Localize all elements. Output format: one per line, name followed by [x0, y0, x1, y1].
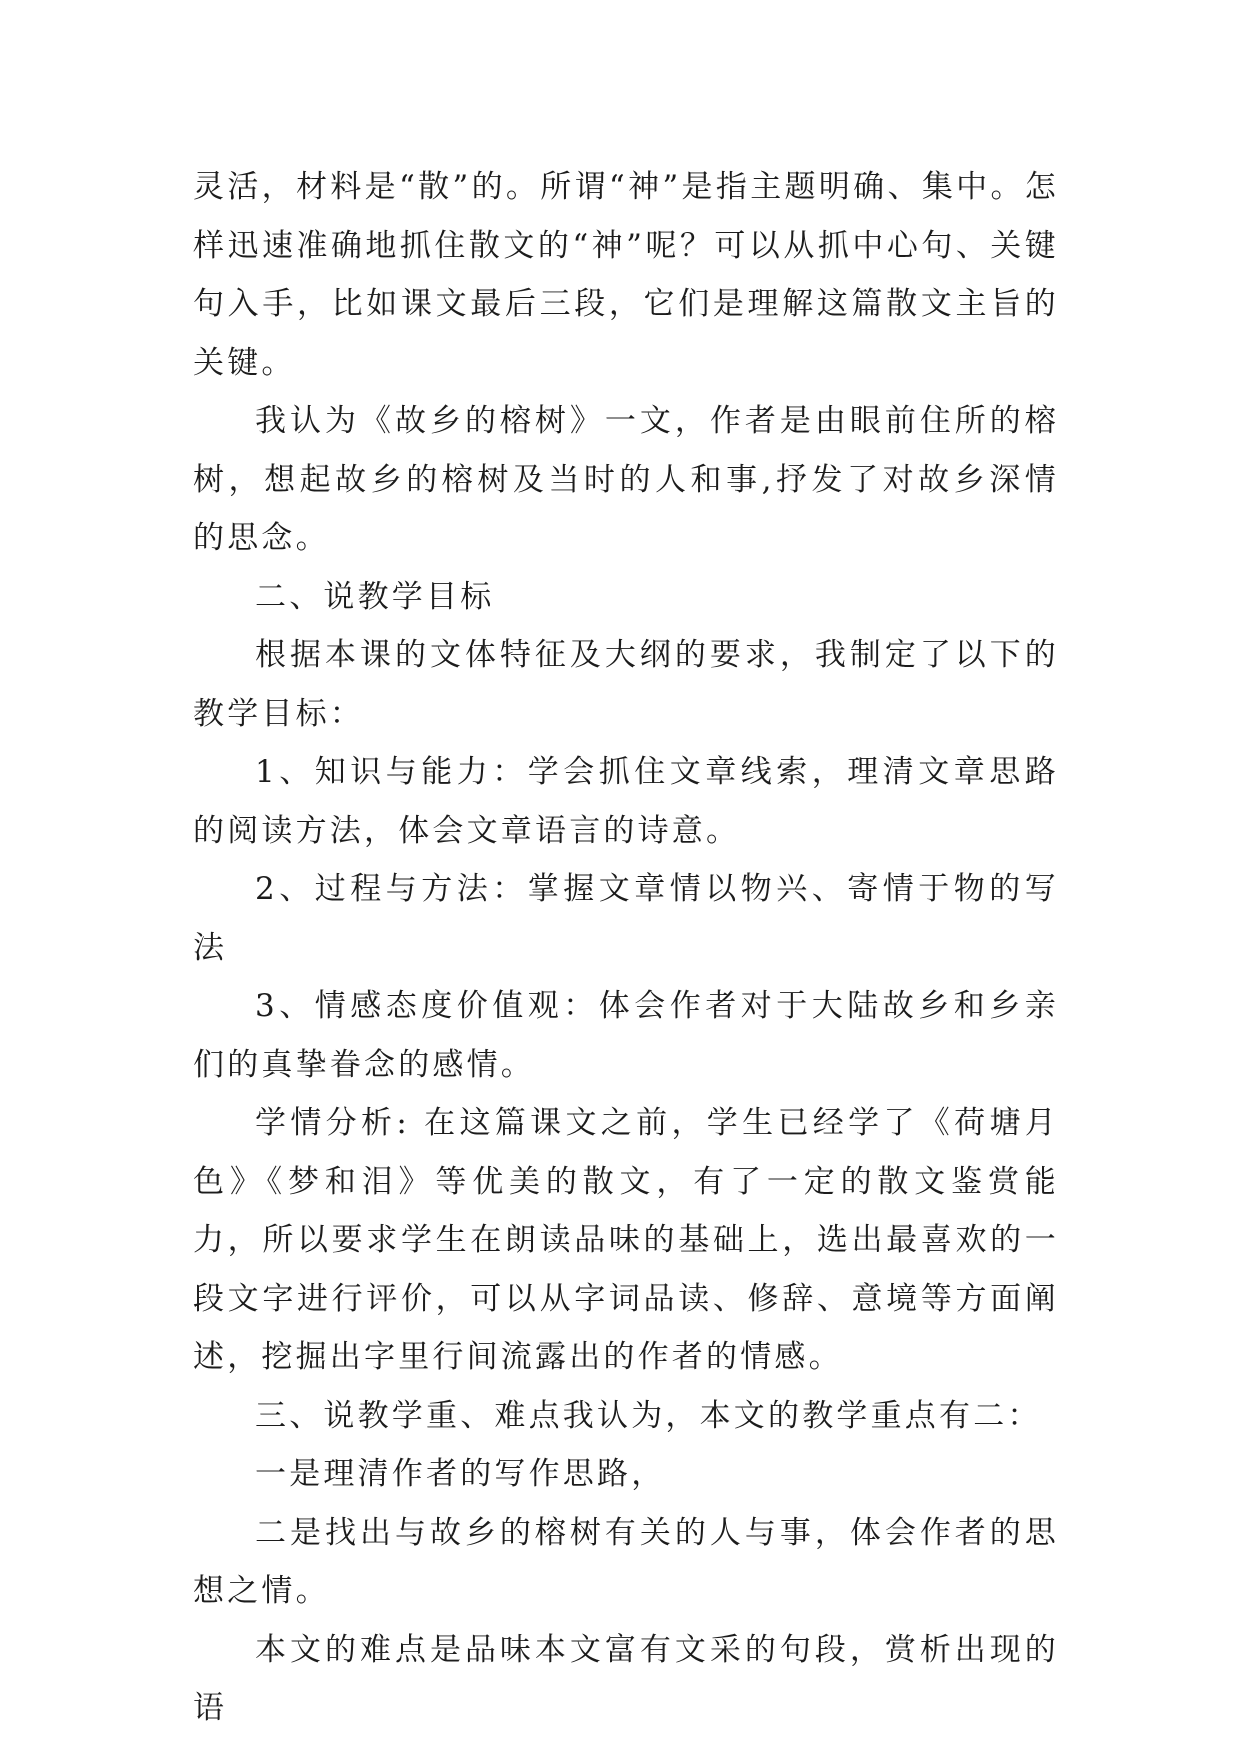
- paragraph-4: 根据本课的文体特征及大纲的要求，我制定了以下的教学目标：: [193, 637, 1059, 732]
- paragraph-difficulty: 本文的难点是品味本文富有文采的句段，赏析出现的语: [193, 1631, 1059, 1726]
- goal-item-2: 2、过程与方法：掌握文章情以物兴、寄情于物的写法: [193, 871, 1059, 966]
- paragraph-1: 灵活，材料是“散”的。所谓“神”是指主题明确、集中。怎样迅速准确地抓住散文的“神”呢？可以从抓中心句、关键句入手，比如课文最后三段，它们是理解这篇散文主旨的关键。: [193, 169, 1059, 381]
- key-point-1: 一是理清作者的写作思路，: [255, 1456, 666, 1492]
- section-heading-teaching-goals: 二、说教学目标: [255, 578, 495, 615]
- paragraph-2: 我认为《故乡的榕树》一文，作者是由眼前住所的榕树，想起故乡的榕树及当时的人和事,抒发了对故乡深情的思念。: [193, 403, 1059, 556]
- paragraph-learning-analysis: 学情分析: 在这篇课文之前，学生已经学了《荷塘月色》《梦和泪》等优美的散文，有了一定的散文鉴赏能力，所以要求学生在朗读品味的基础上，选出最喜欢的一段文字进行评价，可以从字词品读、修辞、意境等方面阐述，挖掘出字里行间流露出的作者的情感。: [193, 1105, 1059, 1375]
- key-point-2: 二是找出与故乡的榕树有关的人与事，体会作者的思想之情。: [193, 1514, 1059, 1609]
- goal-item-1: 1、知识与能力：学会抓住文章线索，理清文章思路的阅读方法，体会文章语言的诗意。: [193, 754, 1059, 849]
- goal-item-3: 3、情感态度价值观：体会作者对于大陆故乡和乡亲们的真挚眷念的感情。: [193, 988, 1059, 1083]
- document-page: [193, 158, 1059, 1738]
- section-heading-key-points: 三、说教学重、难点我认为，本文的教学重点有二：: [255, 1397, 1042, 1434]
